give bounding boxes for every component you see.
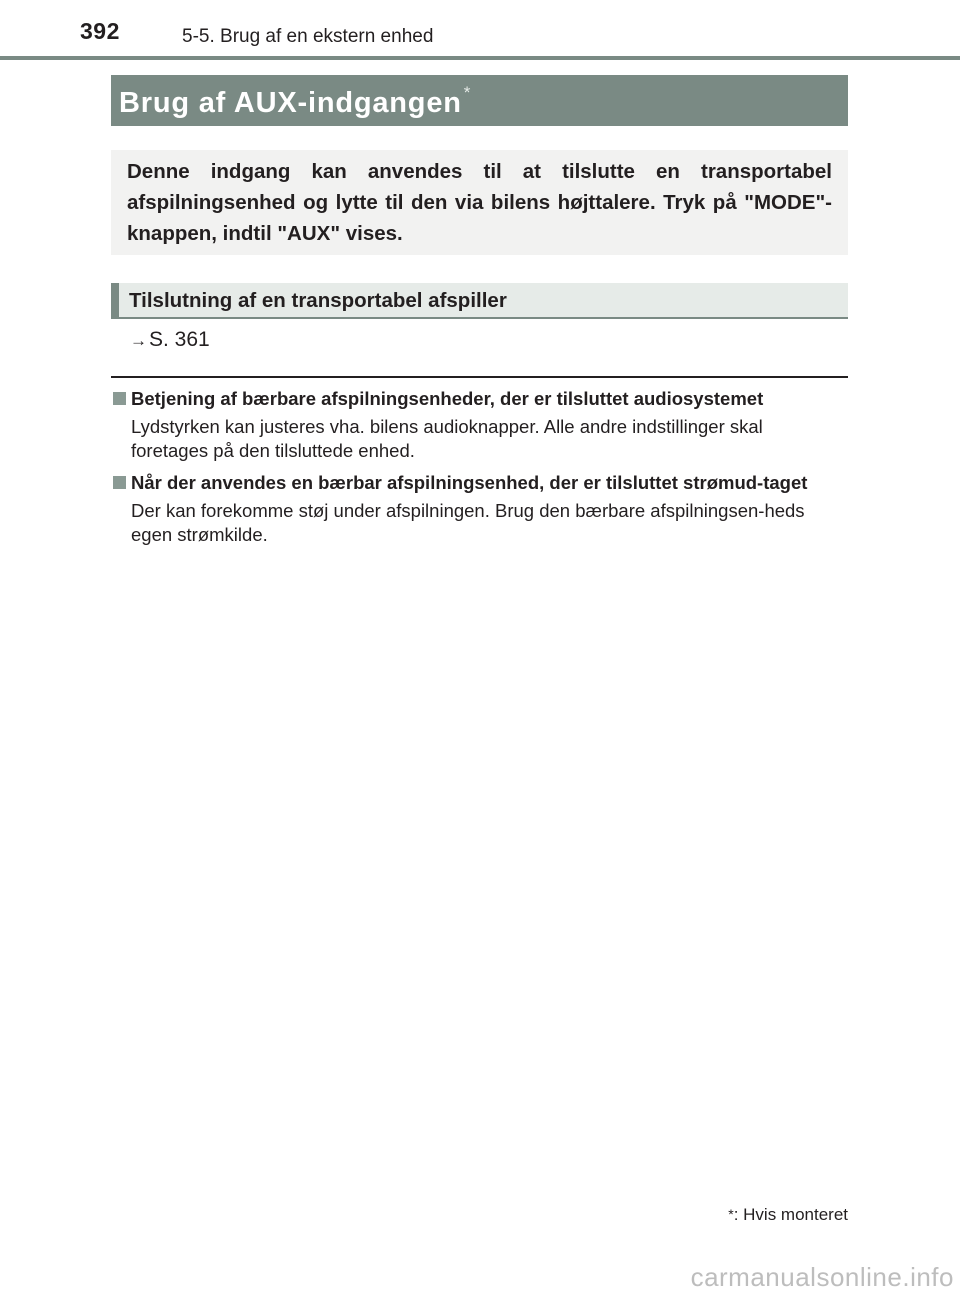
- note-item: [111, 387, 851, 463]
- arrow-right-icon: →: [130, 331, 147, 350]
- subheading-accent: [111, 283, 119, 317]
- section-label: 5-5. Brug af en ekstern enhed: [182, 26, 434, 47]
- footnote-text: : Hvis monteret: [733, 1205, 848, 1224]
- note-heading: Når der anvendes en bærbar afspilningsenhed, der er tilsluttet strømud-taget: [131, 472, 808, 493]
- info-divider: [111, 376, 848, 378]
- note-body: Der kan forekomme støj under afspilningen. Brug den bærbare afspilningsen-heds egen strømkilde.: [131, 500, 805, 545]
- page-reference-link[interactable]: [130, 328, 210, 352]
- title-asterisk: *: [463, 83, 472, 102]
- footnote: [728, 1205, 848, 1225]
- page-number: 392: [80, 18, 120, 44]
- square-bullet-icon: [113, 476, 126, 489]
- subheading-text: Tilslutning af en transportabel afspiller: [129, 289, 507, 312]
- subheading-bar: [111, 283, 848, 319]
- asterisk-icon: *: [728, 1206, 734, 1222]
- note-body: Lydstyrken kan justeres vha. bilens audioknapper. Alle andre indstillinger skal foretages på den tilsluttede enhed.: [131, 416, 763, 461]
- intro-text: Denne indgang kan anvendes til at tilslutte en transportabel afspilningsenhed og lytte til den via bilens højttalere. Tryk på "MODE"-knappen, indtil "AUX" vises.: [127, 160, 832, 245]
- page-title-text: Brug af AUX-indgangen: [119, 87, 462, 119]
- page-reference-text: S. 361: [149, 328, 210, 351]
- intro-box: [111, 150, 848, 255]
- note-heading: Betjening af bærbare afspilningsenheder, der er tilsluttet audiosystemet: [131, 388, 764, 409]
- page-header: [0, 0, 960, 60]
- page-title: [119, 83, 471, 120]
- note-item: [111, 471, 851, 547]
- square-bullet-icon: [113, 392, 126, 405]
- header-rule: [0, 56, 960, 60]
- watermark: carmanualsonline.info: [690, 1262, 954, 1292]
- title-bar: [111, 75, 848, 126]
